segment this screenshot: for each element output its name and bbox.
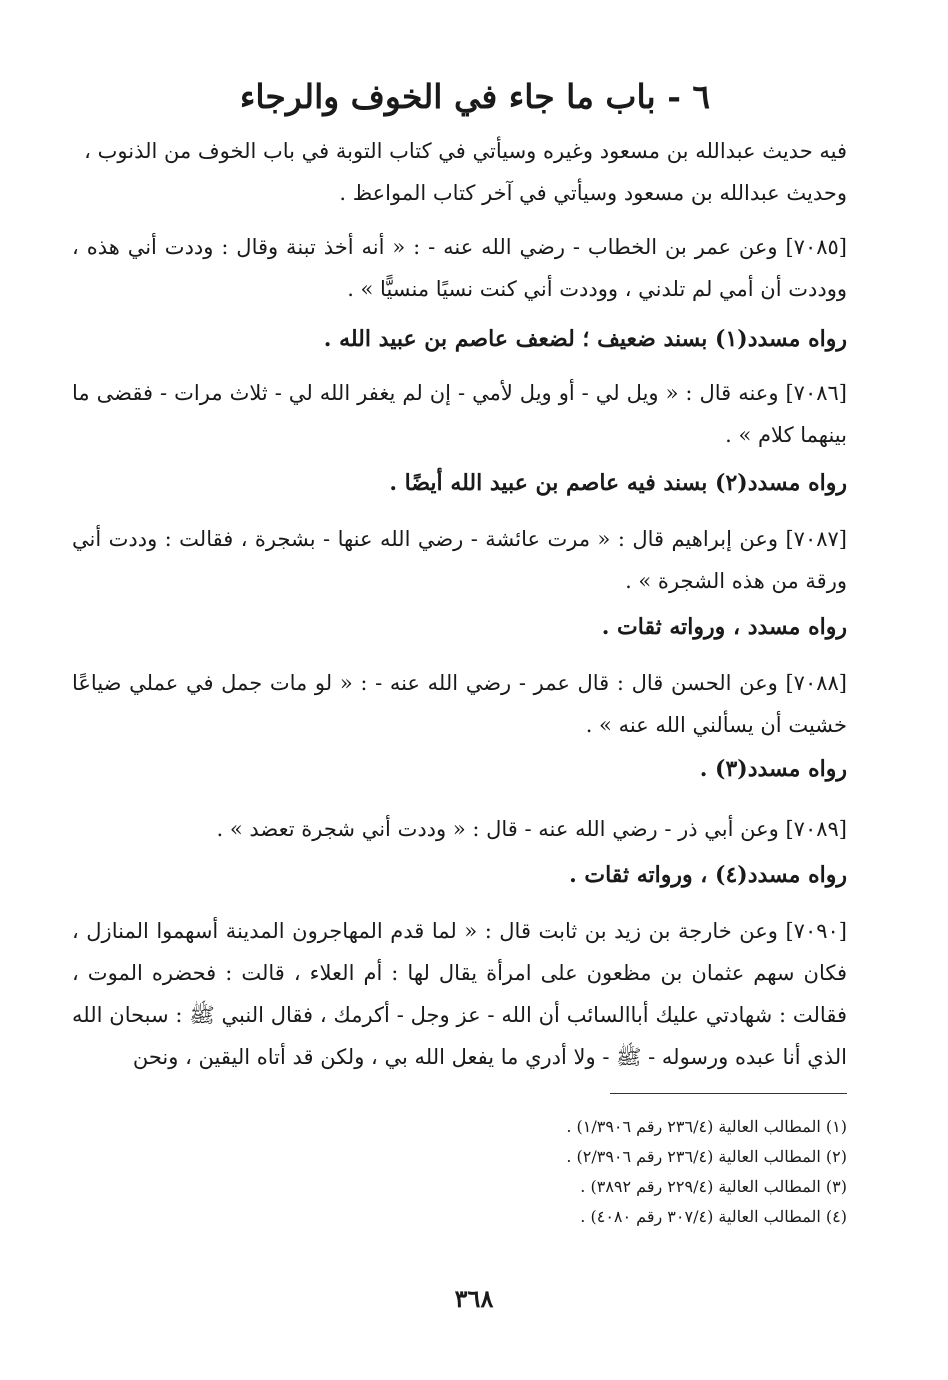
hadith-7090: [٧٠٩٠] وعن خارجة بن زيد بن ثابت قال : « لما قدم المهاجرون المدينة أسهموا المنازل ، فكان سهم عثمان بن مظعون على امرأة يقال لها : أم العلاء ، قالت : فحضره الموت ، فقالت : شهادتي عليك أباالسائب أن الله - عز وجل - أكرمك ، فقال النبي ﷺ : سبحان الله الذي أنا عبده ورسوله - ﷺ - ولا أدري ما يفعل الله بي ، ولكن قد أتاه اليقين ، ونحن — [72, 919, 847, 1069]
footnote: (١) المطالب العالية (٢٣٦/٤ رقم ١/٣٩٠٦) . — [566, 1117, 847, 1136]
page-number: ٣٦٨ — [454, 1284, 494, 1313]
footnote: (٢) المطالب العالية (٢٣٦/٤ رقم ٢/٣٩٠٦) . — [566, 1147, 847, 1166]
hadith-7085: [٧٠٨٥] وعن عمر بن الخطاب - رضي الله عنه - : « أنه أخذ تبنة وقال : وددت أني هذه ، ووددت أن أمي لم تلدني ، ووددت أني كنت نسيًا منسيًّا » . — [72, 235, 847, 301]
footnote: (٣) المطالب العالية (٢٢٩/٤ رقم ٣٨٩٢) . — [580, 1177, 847, 1196]
verdict-7089: رواه مسدد(٤) ، ورواته ثقات . — [569, 862, 847, 888]
hadith-7087: [٧٠٨٧] وعن إبراهيم قال : « مرت عائشة - رضي الله عنها - بشجرة ، فقالت : وددت أني ورقة من هذه الشجرة » . — [72, 527, 847, 593]
hadith-7089: [٧٠٨٩] وعن أبي ذر - رضي الله عنه - قال : « وددت أني شجرة تعضد » . — [216, 817, 847, 841]
intro-line: وحديث عبدالله بن مسعود وسيأتي في آخر كتاب المواعظ . — [339, 181, 847, 205]
verdict-7087: رواه مسدد ، ورواته ثقات . — [601, 614, 847, 640]
footnote: (٤) المطالب العالية (٣٠٧/٤ رقم ٤٠٨٠) . — [580, 1207, 847, 1226]
hadith-7086: [٧٠٨٦] وعنه قال : « ويل لي - أو ويل لأمي - إن لم يغفر الله لي - ثلاث مرات - فقضى ما بينهما كلام » . — [72, 381, 847, 447]
hadith-7088: [٧٠٨٨] وعن الحسن قال : قال عمر - رضي الله عنه - : « لو مات جمل في عملي ضياعًا خشيت أن يسألني الله عنه » . — [72, 671, 847, 737]
footnote-divider — [610, 1093, 847, 1094]
verdict-7085: رواه مسدد(١) بسند ضعيف ؛ لضعف عاصم بن عبيد الله . — [323, 326, 847, 352]
verdict-7088: رواه مسدد(٣) . — [699, 756, 847, 782]
intro-line: فيه حديث عبدالله بن مسعود وغيره وسيأتي في كتاب التوبة في باب الخوف من الذنوب ، — [84, 139, 847, 163]
footnotes — [72, 1112, 847, 1232]
verdict-7086: رواه مسدد(٢) بسند فيه عاصم بن عبيد الله أيضًا . — [389, 470, 847, 496]
chapter-title: ٦ - باب ما جاء في الخوف والرجاء — [239, 77, 711, 116]
